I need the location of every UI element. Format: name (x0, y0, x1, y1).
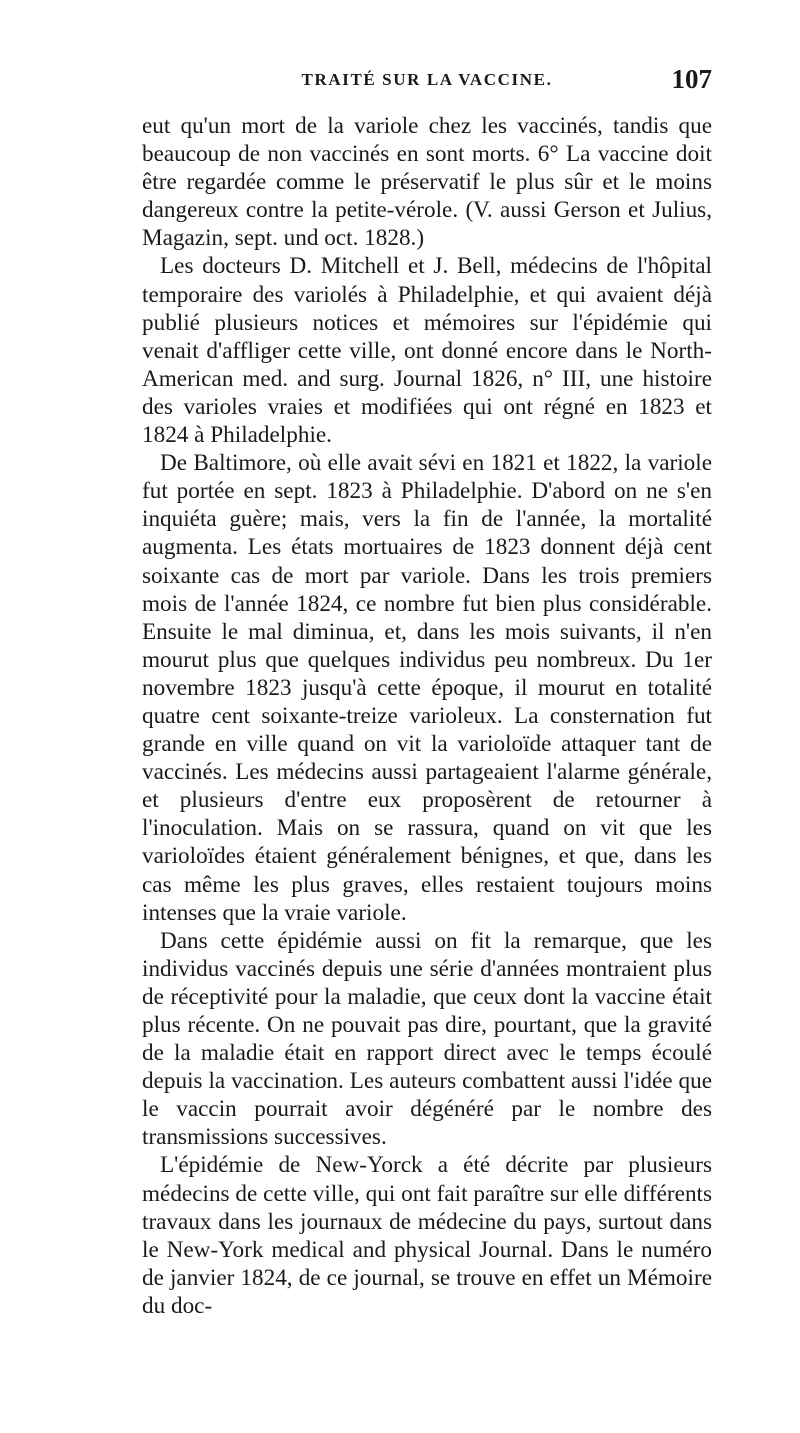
body-text (142, 112, 712, 1320)
paragraph-3: De Baltimore, où elle avait sévi en 1821 et 1822, la variole fut portée en sept. 1823 à Philadelphie. D'abord on ne s'en inquiéta guère; mais, vers la fin de l'année, la mortalité augmenta. Les états mortuaires de 1823 donnent déjà cent soixante cas de mort par variole. Dans les trois premiers mois de l'année 1824, ce nombre fut bien plus considérable. Ensuite le mal diminua, et, dans les mois suivants, il n'en mourut plus que quelques individus peu nombreux. Du 1er novembre 1823 jusqu'à cette époque, il mourut en totalité quatre cent soixante-treize varioleux. La consternation fut grande en ville quand on vit la varioloïde attaquer tant de vaccinés. Les médecins aussi partageaient l'alarme générale, et plusieurs d'entre eux proposèrent de retourner à l'inoculation. Mais on se rassura, quand on vit que les varioloïdes étaient généralement bénignes, et que, dans les cas même les plus graves, elles restaient toujours moins intenses que la vraie variole. (142, 450, 712, 926)
paragraph-5: L'épidémie de New-Yorck a été décrite par plusieurs médecins de cette ville, qui ont fait paraître sur elle différents travaux dans les journaux de médecine du pays, surtout dans le New-York medical and physical Journal. Dans le numéro de janvier 1824, de ce journal, se trouve en effet un Mémoire du doc- (142, 1152, 712, 1319)
paragraph-2: Les docteurs D. Mitchell et J. Bell, médecins de l'hôpital temporaire des variolés à Philadelphie, et qui avaient déjà publié plusieurs notices et mémoires sur l'épidémie qui venait d'affliger cette ville, ont donné encore dans le North-American med. and surg. Journal 1826, n° III, une histoire des varioles vraies et modifiées qui ont régné en 1823 et 1824 à Philadelphie. (142, 253, 712, 449)
page-header (142, 64, 712, 104)
page-number: 107 (671, 64, 712, 94)
paragraph-4: Dans cette épidémie aussi on fit la remarque, que les individus vaccinés depuis une série d'années montraient plus de réceptivité pour la maladie, que ceux dont la vaccine était plus récente. On ne pouvait pas dire, pourtant, que la gravité de la maladie était en rapport direct avec le temps écoulé depuis la vaccination. Les auteurs combattent aussi l'idée que le vaccin pourrait avoir dégénéré par le nombre des transmissions successives. (142, 927, 712, 1151)
paragraph-1: eut qu'un mort de la variole chez les vaccinés, tandis que beaucoup de non vaccinés en sont morts. 6° La vaccine doit être regardée comme le préservatif le plus sûr et le moins dangereux contre la petite-vérole. (V. aussi Gerson et Julius, Magazin, sept. und oct. 1828.) (142, 113, 712, 252)
running-title: TRAITÉ SUR LA VACCINE. (301, 70, 553, 89)
